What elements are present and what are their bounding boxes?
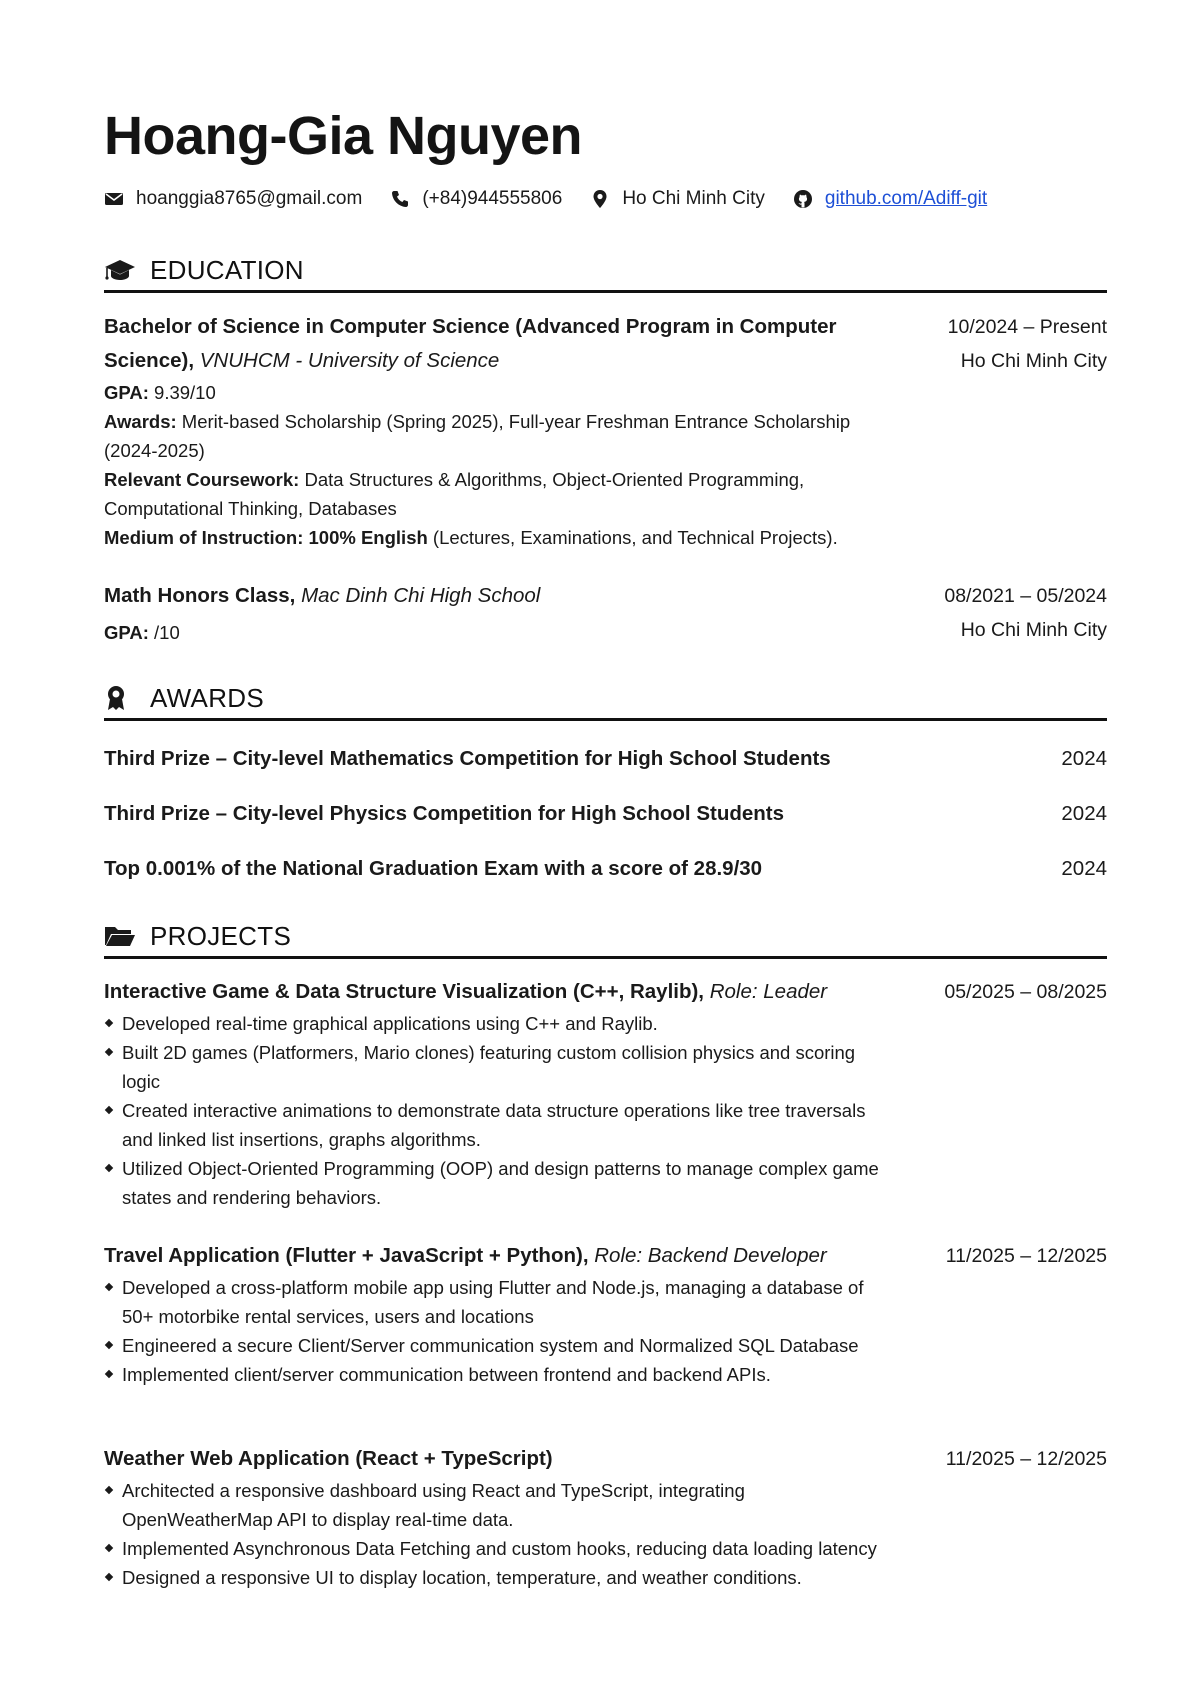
education-header (104, 252, 1107, 293)
awards-header (104, 680, 1107, 721)
contact-phone[interactable] (390, 188, 562, 210)
degree-title (104, 579, 894, 613)
awards-title: AWARDS (150, 682, 264, 713)
gpa-line (104, 378, 904, 407)
education-entry (104, 310, 1107, 552)
projects-header (104, 918, 1107, 959)
gpa-value: /10 (148, 622, 180, 643)
project-date: 11/2025 – 12/2025 (945, 1448, 1107, 1470)
coursework-label: Relevant Coursework: (104, 469, 300, 490)
candidate-name: Hoang-Gia Nguyen (104, 106, 583, 166)
award-name: Third Prize – City-level Mathematics Competition for High School Students (104, 747, 831, 770)
award-name: Third Prize – City-level Physics Competition for High School Students (104, 802, 785, 825)
contact-location (590, 188, 765, 210)
project-name: Interactive Game & Data Structure Visualization (C++, Raylib), (104, 980, 705, 1003)
project-entry (104, 1239, 1107, 1389)
project-title (104, 1442, 894, 1476)
graduation-cap-icon (104, 257, 136, 283)
medium-value: (Lectures, Examinations, and Technical Projects). (427, 527, 838, 548)
bullet-item: Implemented Asynchronous Data Fetching and custom hooks, reducing data loading latency (104, 1534, 894, 1563)
award-item (104, 797, 1107, 831)
degree-name: Math Honors Class, (104, 584, 296, 607)
bullet-item: Architected a responsive dashboard using React and TypeScript, integrating OpenWeatherMap API to display real-time data. (104, 1476, 894, 1534)
phone-icon (390, 189, 410, 209)
gpa-line (104, 618, 904, 647)
bullet-item: Developed a cross-platform mobile app using Flutter and Node.js, managing a database of 50+ motorbike rental services, users and locations (104, 1273, 894, 1331)
project-entry (104, 1442, 1107, 1592)
github-link[interactable]: github.com/Adiff-git (824, 188, 988, 209)
project-date: 11/2025 – 12/2025 (945, 1245, 1107, 1267)
award-year: 2024 (1061, 747, 1107, 770)
date-range: 10/2024 – Present (947, 316, 1107, 338)
projects-title: PROJECTS (150, 920, 292, 951)
bullet-item: Utilized Object-Oriented Programming (OOP) and design patterns to manage complex game states and rendering behaviors. (104, 1154, 894, 1212)
project-bullets (104, 1009, 894, 1212)
project-name: Weather Web Application (React + TypeScript) (104, 1447, 553, 1470)
phone-text: (+84)944555806 (422, 188, 563, 209)
gpa-value: 9.39/10 (148, 382, 216, 403)
project-title (104, 975, 894, 1009)
award-year: 2024 (1061, 802, 1107, 825)
coursework-value: Data Structures & Algorithms, Object-Oriented Programming, Computational Thinking, Databases (104, 469, 805, 519)
projects-section (104, 918, 1107, 959)
bullet-item: Designed a responsive UI to display location, temperature, and weather conditions. (104, 1563, 894, 1592)
degree-title (104, 310, 894, 378)
degree-name: Bachelor of Science in Computer Science (Advanced Program in Computer Science), (104, 315, 837, 372)
awards-section (104, 680, 1107, 721)
date-location (944, 579, 1107, 647)
medium-line (104, 523, 904, 552)
project-name: Travel Application (Flutter + JavaScript + Python), (104, 1244, 589, 1267)
gpa-label: GPA: (104, 382, 149, 403)
project-date: 05/2025 – 08/2025 (944, 981, 1107, 1003)
contact-github[interactable] (793, 188, 987, 210)
awards-label: Awards: (104, 411, 177, 432)
awards-line (104, 407, 904, 465)
bullet-item: Built 2D games (Platformers, Mario clones) featuring custom collision physics and scoring logic (104, 1038, 894, 1096)
award-item (104, 852, 1107, 886)
gpa-label: GPA: (104, 622, 149, 643)
award-name: Top 0.001% of the National Graduation Exam with a score of 28.9/30 (104, 857, 763, 880)
email-text: hoanggia8765@gmail.com (136, 188, 363, 209)
bullet-item: Developed real-time graphical applications using C++ and Raylib. (104, 1009, 894, 1038)
project-bullets (104, 1273, 894, 1389)
award-item (104, 742, 1107, 776)
awards-list (104, 742, 1107, 886)
school-name: Mac Dinh Chi High School (301, 584, 541, 607)
education-entry (104, 579, 1107, 647)
project-bullets (104, 1476, 894, 1592)
location: Ho Chi Minh City (960, 350, 1107, 372)
bullet-item: Engineered a secure Client/Server communication system and Normalized SQL Database (104, 1331, 894, 1360)
envelope-icon (104, 189, 124, 209)
project-role: Role: Backend Developer (594, 1244, 827, 1267)
project-role: Role: Leader (709, 980, 828, 1003)
map-pin-icon (590, 189, 610, 209)
education-title: EDUCATION (150, 254, 304, 285)
coursework-line (104, 465, 904, 523)
bullet-item: Implemented client/server communication between frontend and backend APIs. (104, 1360, 894, 1389)
award-ribbon-icon (104, 685, 136, 711)
contact-bar (104, 186, 1107, 212)
date-range: 08/2021 – 05/2024 (944, 585, 1107, 607)
location-text: Ho Chi Minh City (622, 188, 765, 209)
award-year: 2024 (1061, 857, 1107, 880)
awards-value: Merit-based Scholarship (Spring 2025), Full-year Freshman Entrance Scholarship (2024-2025) (104, 411, 851, 461)
folder-open-icon (104, 923, 136, 949)
date-location (948, 310, 1107, 378)
education-section (104, 252, 1107, 293)
github-icon (793, 189, 813, 209)
project-title (104, 1239, 894, 1273)
medium-label: Medium of Instruction: 100% English (104, 527, 428, 548)
resume-page (104, 96, 1107, 1588)
location: Ho Chi Minh City (960, 619, 1107, 641)
contact-email[interactable] (104, 188, 362, 210)
bullet-item: Created interactive animations to demonstrate data structure operations like tree traversals and linked list insertions, graphs algorithms. (104, 1096, 894, 1154)
school-name: VNUHCM - University of Science (199, 349, 500, 372)
project-entry (104, 975, 1107, 1212)
